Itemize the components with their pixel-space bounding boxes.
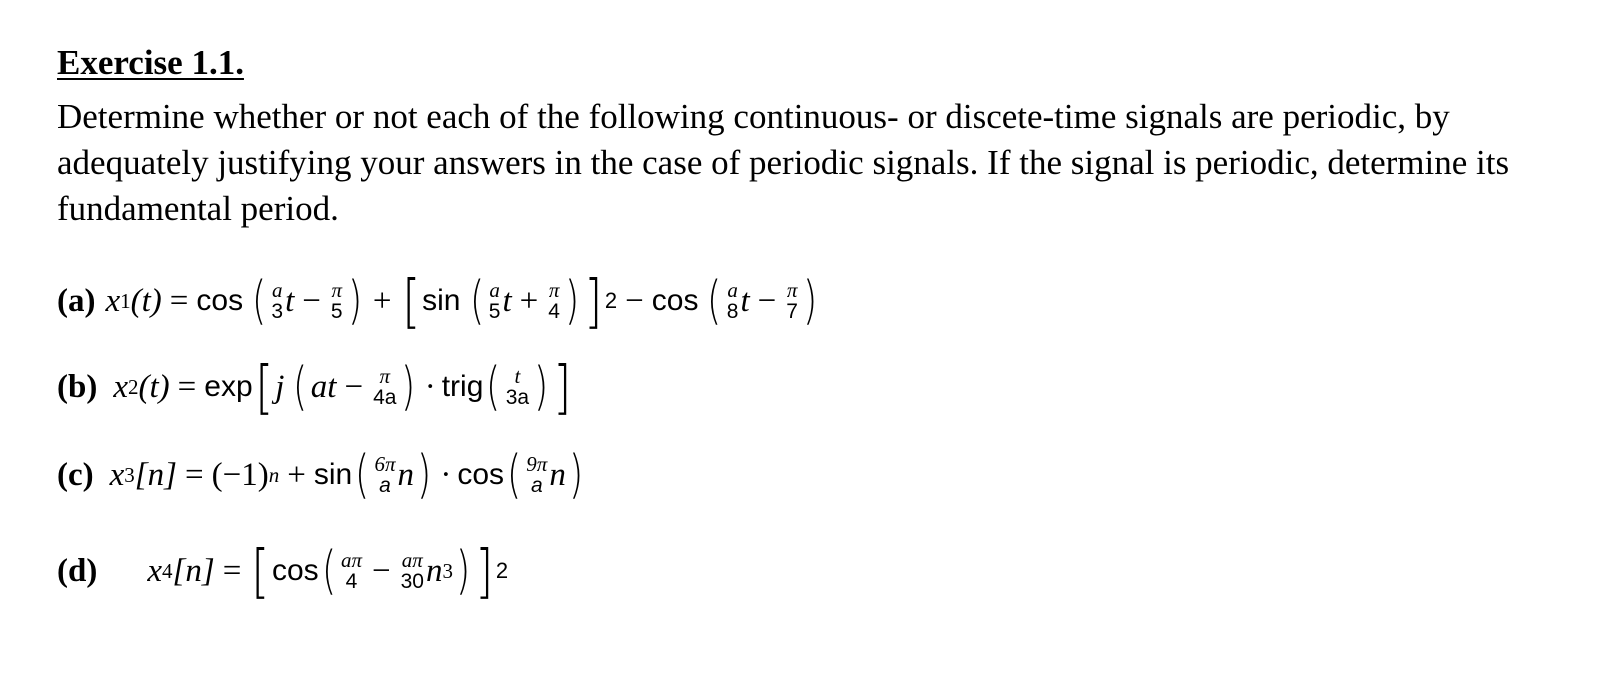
exercise-instructions: Determine whether or not each of the following continuous- or discete-time signals are periodic, by adequately justifying your answers in the case of periodic signals. If the signal is periodic, determine its fundamental period. [57,97,1510,228]
cos-d: cos [271,554,319,587]
fraction: aπ 30 [400,548,424,593]
paren-open: ( [469,271,484,331]
var-n: n [397,456,415,493]
square-exponent: 2 [495,558,509,583]
paren-close: ) [568,445,584,505]
dot-operator: · [424,368,436,405]
lhs-d: x [147,552,162,589]
equation-a [57,266,820,336]
lhs-b: x [113,368,128,405]
operator: − [344,368,364,405]
sin-a: sin [422,284,461,317]
fraction: a 3 [271,278,284,323]
exercise-title: Exercise 1.1. [57,43,244,82]
exercise-page [57,40,1587,605]
equals-a: = [169,282,189,319]
paren-close: ) [565,271,580,331]
term-at: at [310,368,337,405]
bracket-close: ] [584,267,603,335]
lhs-sub-a: 1 [120,288,131,313]
var-t: t [285,282,295,319]
fraction: π 4a [373,364,397,409]
imag-unit-j: j [275,368,285,405]
paren-open: ( [252,271,267,331]
paren-close: ) [802,271,818,331]
var-n: n [549,456,566,493]
operator: − [757,282,777,319]
fraction: π 5 [330,278,343,323]
label-b: (b) [57,368,98,405]
equals-d: = [222,552,242,589]
sin-c: sin [313,458,353,491]
fraction: 6π a [374,452,396,497]
bracket-open: [ [401,267,420,335]
fraction: a 8 [726,278,739,323]
bracket-open: [ [251,537,270,605]
paren-close: ) [455,541,471,601]
lhs-sub-d: 4 [162,558,173,583]
term-minus-one: (−1) [211,456,269,493]
operator: − [625,282,644,319]
fraction: 9π a [526,452,548,497]
bracket-open: [ [254,353,274,421]
paren-close: ) [417,445,432,505]
equals-b: = [177,368,197,405]
lhs-arg-a: (t) [130,282,162,319]
dot-operator: · [440,456,452,493]
paren-close: ) [534,357,549,417]
equation-c [57,440,586,510]
cos-c: cos [457,458,504,491]
cos-a2: cos [651,284,699,317]
paren-open: ( [707,271,722,331]
fraction: π 7 [786,278,798,323]
bracket-close: ] [475,537,494,605]
trig-b: trig [441,370,484,403]
paren-open: ( [355,445,370,505]
lhs-sub-c: 3 [124,462,135,487]
equation-b [57,352,574,422]
fraction: π 4 [548,278,560,323]
lhs-arg-b: (t) [138,368,170,405]
lhs-arg-c: [n] [134,456,177,493]
operator: − [302,282,321,319]
fraction: aπ 4 [340,548,362,593]
equals-c: = [184,456,204,493]
lhs-arg-d: [n] [172,552,215,589]
lhs-a: x [105,282,121,319]
cos-a1: cos [196,284,244,317]
square-exponent: 2 [604,288,618,313]
paren-close: ) [347,271,362,331]
var-t: t [740,282,750,319]
label-d: (d) [57,552,98,589]
label-a: (a) [57,282,96,319]
bracket-close: ] [553,353,572,421]
var-t: t [502,282,512,319]
fraction: a 5 [488,278,501,323]
equation-d [57,536,508,606]
term-exponent-n: n [268,462,280,487]
label-c: (c) [57,456,94,493]
operator: + [519,282,539,319]
operator: + [372,282,392,319]
operator: + [287,456,306,493]
paren-open: ( [486,357,501,417]
lhs-sub-b: 2 [128,374,139,399]
cube-exponent: 3 [442,558,453,583]
exp-b: exp [204,370,253,403]
paren-open: ( [321,541,336,601]
fraction: t 3a [505,364,530,409]
var-n: n [425,552,443,589]
lhs-c: x [109,456,125,493]
operator: − [371,552,391,589]
paren-open: ( [293,357,308,417]
paren-open: ( [507,445,522,505]
paren-close: ) [401,357,416,417]
